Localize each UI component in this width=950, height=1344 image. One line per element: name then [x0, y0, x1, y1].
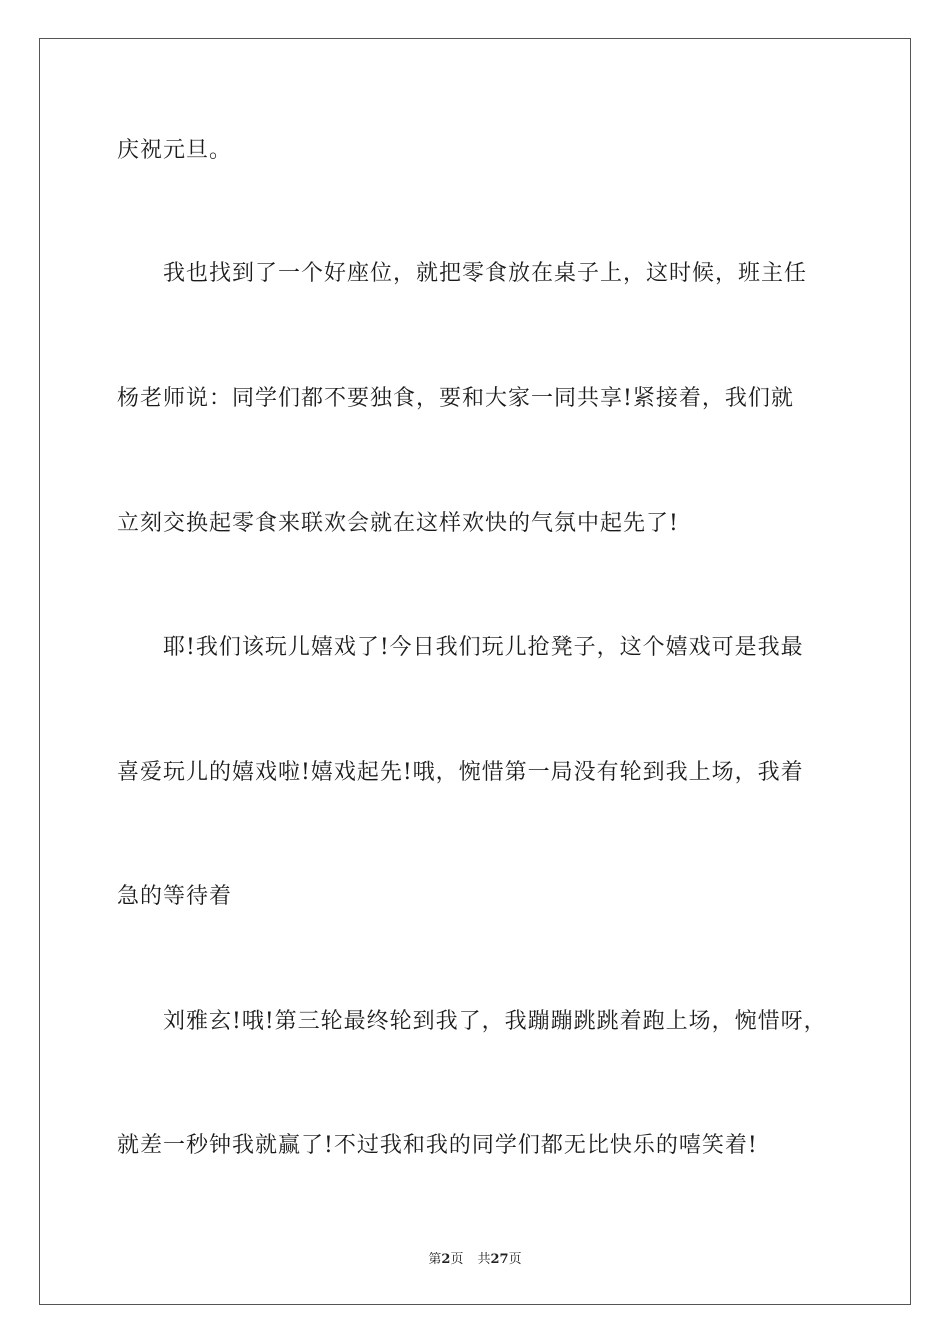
- page-border: [39, 38, 911, 1305]
- text-line-5: 耶!我们该玩儿嬉戏了!今日我们玩儿抢凳子，这个嬉戏可是我最: [163, 635, 804, 660]
- total-prefix: 共: [477, 1252, 491, 1267]
- page-suffix: 页: [450, 1252, 464, 1267]
- text-line-4: 立刻交换起零食来联欢会就在这样欢快的气氛中起先了!: [117, 511, 679, 536]
- text-line-7: 急的等待着: [117, 884, 233, 909]
- text-line-9: 就差一秒钟我就赢了!不过我和我的同学们都无比快乐的嘻笑着!: [117, 1133, 758, 1158]
- page-footer: [0, 1248, 950, 1267]
- total-suffix: 页: [508, 1252, 522, 1267]
- page-prefix: 第: [428, 1252, 442, 1267]
- text-line-6: 喜爱玩儿的嬉戏啦!嬉戏起先!哦，惋惜第一局没有轮到我上场，我着: [117, 760, 804, 785]
- total-page-count: 27: [490, 1252, 509, 1267]
- text-line-3: 杨老师说：同学们都不要独食，要和大家一同共享!紧接着，我们就: [117, 386, 794, 411]
- current-page-number: 2: [441, 1252, 451, 1267]
- text-line-2: 我也找到了一个好座位，就把零食放在桌子上，这时候，班主任: [163, 261, 808, 286]
- text-line-8: 刘雅玄!哦!第三轮最终轮到我了，我蹦蹦跳跳着跑上场，惋惜呀，: [163, 1009, 827, 1034]
- text-line-1: 庆祝元旦。: [117, 138, 233, 163]
